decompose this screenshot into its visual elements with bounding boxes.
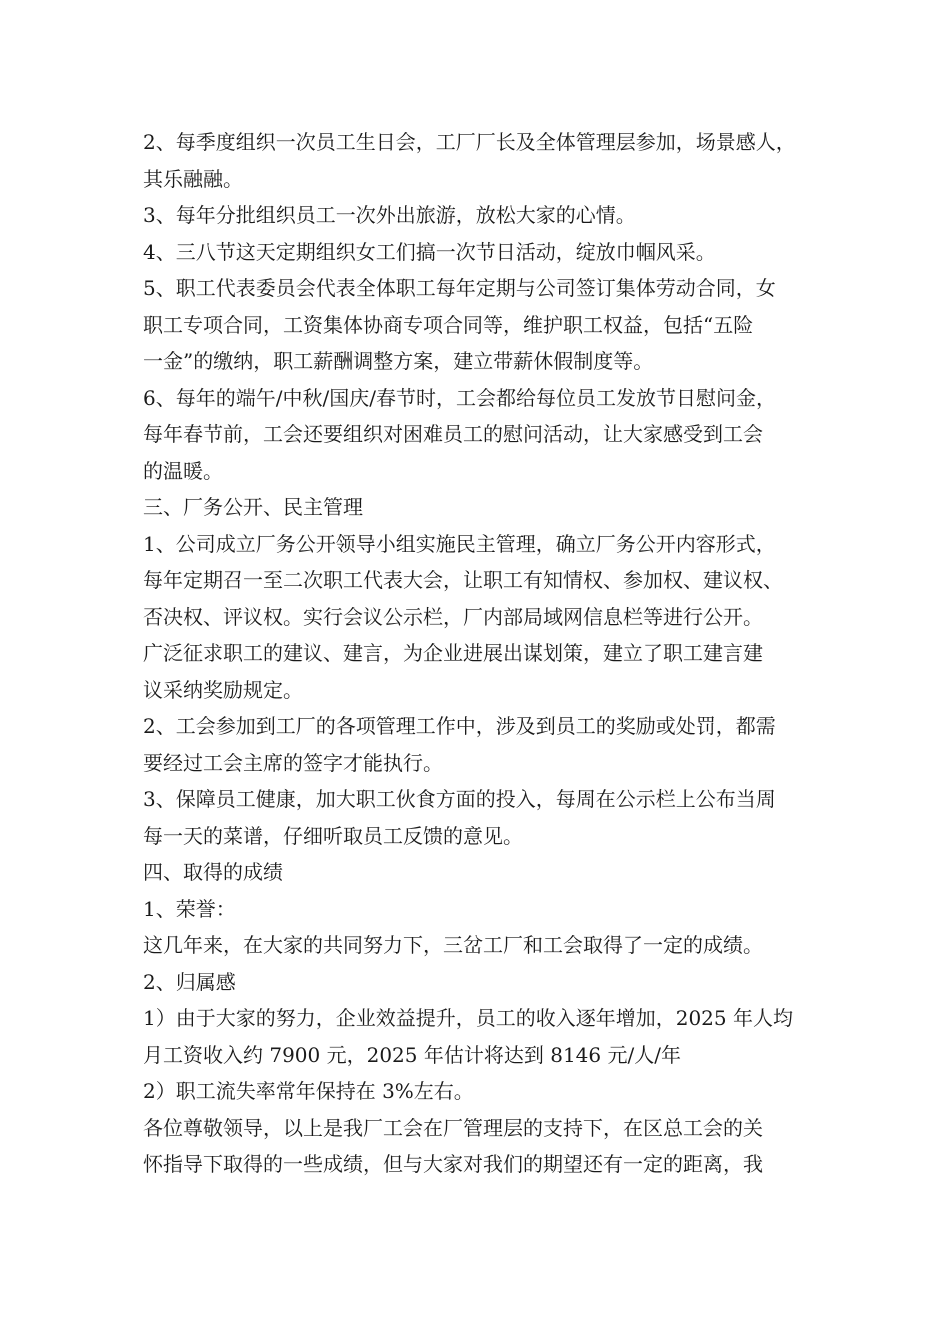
text-line: 1、公司成立厂务公开领导小组实施民主管理，确立厂务公开内容形式，	[143, 531, 776, 556]
text-line: 一金”的缴纳，职工薪酬调整方案，建立带薪休假制度等。	[143, 349, 654, 373]
text-line: 3、保障员工健康，加大职工伙食方面的投入，每周在公示栏上公布当周	[143, 787, 776, 811]
text-line: 要经过工会主席的签字才能执行。	[143, 750, 443, 775]
text-line: 每一天的菜谱，仔细听取员工反馈的意见。	[143, 823, 523, 848]
document-body	[143, 124, 813, 1183]
text-line: 2、每季度组织一次员工生日会，工厂厂长及全体管理层参加，场景感人，	[143, 130, 796, 154]
text-line: 3、每年分批组织员工一次外出旅游，放松大家的心情。	[143, 203, 636, 227]
text-line: 1、荣誉：	[143, 896, 236, 921]
text-line: 怀指导下取得的一些成绩，但与大家对我们的期望还有一定的距离，我	[143, 1152, 763, 1176]
text-line: 2、工会参加到工厂的各项管理工作中，涉及到员工的奖励或处罚，都需	[143, 714, 776, 738]
text-line: 月工资收入约 7900 元，2025 年估计将达到 8146 元/人/年	[143, 1042, 681, 1067]
text-line: 这几年来，在大家的共同努力下，三岔工厂和工会取得了一定的成绩。	[143, 933, 763, 957]
text-line: 每年春节前，工会还要组织对困难员工的慰问活动，让大家感受到工会	[143, 422, 763, 446]
text-line: 职工专项合同，工资集体协商专项合同等，维护职工权益，包括“五险	[143, 312, 754, 337]
section-heading: 四、取得的成绩	[143, 860, 283, 884]
text-line: 4、三八节这天定期组织女工们搞一次节日活动，绽放巾帼风采。	[143, 239, 716, 264]
text-line: 5、职工代表委员会代表全体职工每年定期与公司签订集体劳动合同，女	[143, 276, 776, 300]
text-line: 广泛征求职工的建议、建言，为企业进展出谋划策，建立了职工建言建	[143, 641, 763, 665]
text-line: 的温暖。	[143, 458, 223, 483]
text-line: 议采纳奖励规定。	[143, 677, 303, 702]
text-line: 否决权、评议权。实行会议公示栏，厂内部局域网信息栏等进行公开。	[143, 604, 763, 629]
text-line: 1）由于大家的努力，企业效益提升，员工的收入逐年增加，2025 年人均	[143, 1006, 793, 1030]
text-line: 2）职工流失率常年保持在 3%左右。	[143, 1079, 474, 1103]
section-heading: 三、厂务公开、民主管理	[143, 495, 363, 519]
text-line: 2、归属感	[143, 969, 236, 994]
text-line: 每年定期召一至二次职工代表大会，让职工有知情权、参加权、建议权、	[143, 568, 783, 592]
text-line: 其乐融融。	[143, 166, 243, 191]
text-line: 各位尊敬领导，以上是我厂工会在厂管理层的支持下，在区总工会的关	[143, 1115, 763, 1140]
text-line: 6、每年的端午/中秋/国庆/春节时，工会都给每位员工发放节日慰问金，	[143, 385, 776, 410]
